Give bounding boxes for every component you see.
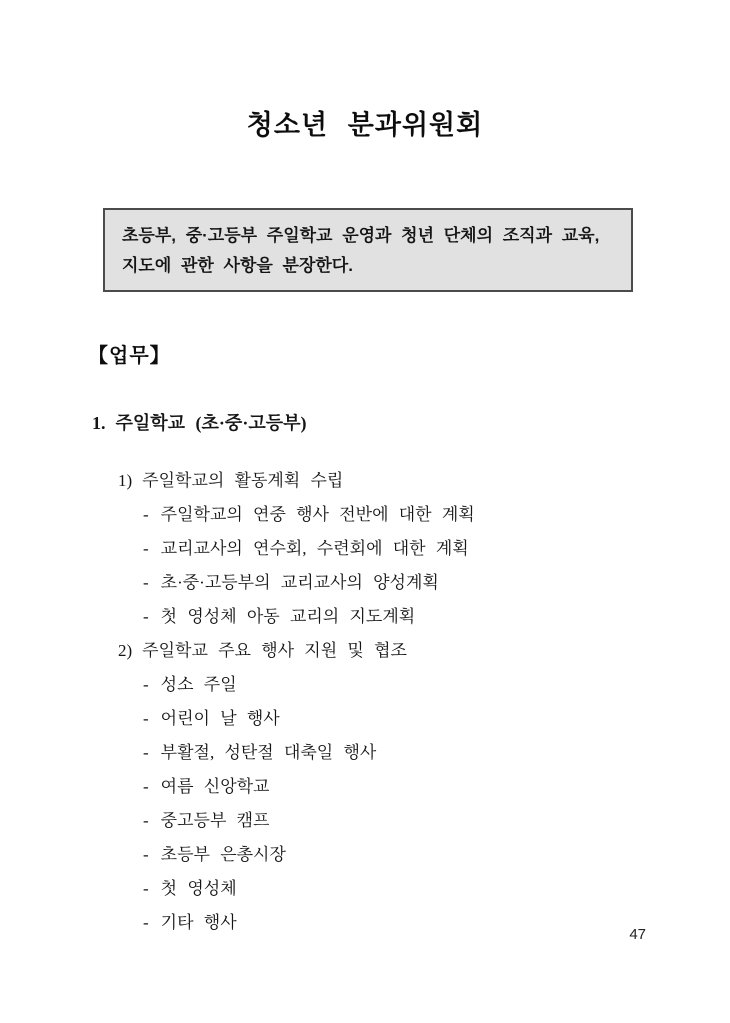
sub-item [118, 464, 730, 498]
bullet-item-text: 중고등부 캠프 [160, 811, 270, 830]
bullet-item-label: - [143, 811, 149, 830]
bullet-item-text: 성소 주일 [160, 675, 237, 694]
section-heading: 【업무】 [88, 345, 171, 367]
bullet-item [143, 702, 730, 736]
bullet-item-label: - [143, 675, 149, 694]
page-number: 47 [629, 926, 646, 943]
page-title: 청소년 분과위원회 [246, 110, 484, 140]
bullet-item [143, 498, 730, 532]
summary-box [103, 208, 633, 292]
summary-text: 초등부, 중·고등부 주일학교 운영과 청년 단체의 조직과 교육, 지도에 관한 사항을 분장한다. [122, 226, 600, 275]
duty-list [0, 406, 730, 940]
item-heading-text: 주일학교 (초·중·고등부) [115, 413, 307, 433]
bullet-item [143, 736, 730, 770]
bullet-item-label: - [143, 539, 149, 558]
bullet-item-text: 교리교사의 연수회, 수련회에 대한 계획 [160, 539, 469, 558]
item-heading [92, 406, 730, 440]
sub-item-text: 주일학교 주요 행사 지원 및 협조 [142, 641, 407, 660]
bullet-item-label: - [143, 505, 149, 524]
bullet-item-label: - [143, 607, 149, 626]
bullet-item-text: 여름 신앙학교 [160, 777, 270, 796]
bullet-item-label: - [143, 879, 149, 898]
item-heading-label: 1. [92, 413, 106, 433]
sub-item-label: 2) [118, 641, 133, 660]
bullet-item [143, 770, 730, 804]
bullet-item [143, 804, 730, 838]
bullet-item [143, 872, 730, 906]
bullet-item-label: - [143, 709, 149, 728]
bullet-item [143, 668, 730, 702]
bullet-item-text: 부활절, 성탄절 대축일 행사 [160, 743, 377, 762]
bullet-item-text: 주일학교의 연중 행사 전반에 대한 계획 [160, 505, 475, 524]
bullet-item [143, 600, 730, 634]
sub-item-text: 주일학교의 활동계획 수립 [142, 471, 344, 490]
bullet-item [143, 566, 730, 600]
bullet-item-label: - [143, 573, 149, 592]
bullet-item-label: - [143, 913, 149, 932]
bullet-item-text: 초·중·고등부의 교리교사의 양성계획 [160, 573, 439, 592]
bullet-item-text: 초등부 은총시장 [160, 845, 286, 864]
bullet-item-label: - [143, 777, 149, 796]
bullet-item [143, 838, 730, 872]
bullet-item-label: - [143, 845, 149, 864]
bullet-item-label: - [143, 743, 149, 762]
bullet-item-text: 첫 영성체 [160, 879, 237, 898]
bullet-item-text: 기타 행사 [160, 913, 237, 932]
bullet-item [143, 532, 730, 566]
bullet-item-text: 첫 영성체 아동 교리의 지도계획 [160, 607, 416, 626]
sub-item [118, 634, 730, 668]
sub-item-label: 1) [118, 471, 133, 490]
bullet-item-text: 어린이 날 행사 [160, 709, 280, 728]
